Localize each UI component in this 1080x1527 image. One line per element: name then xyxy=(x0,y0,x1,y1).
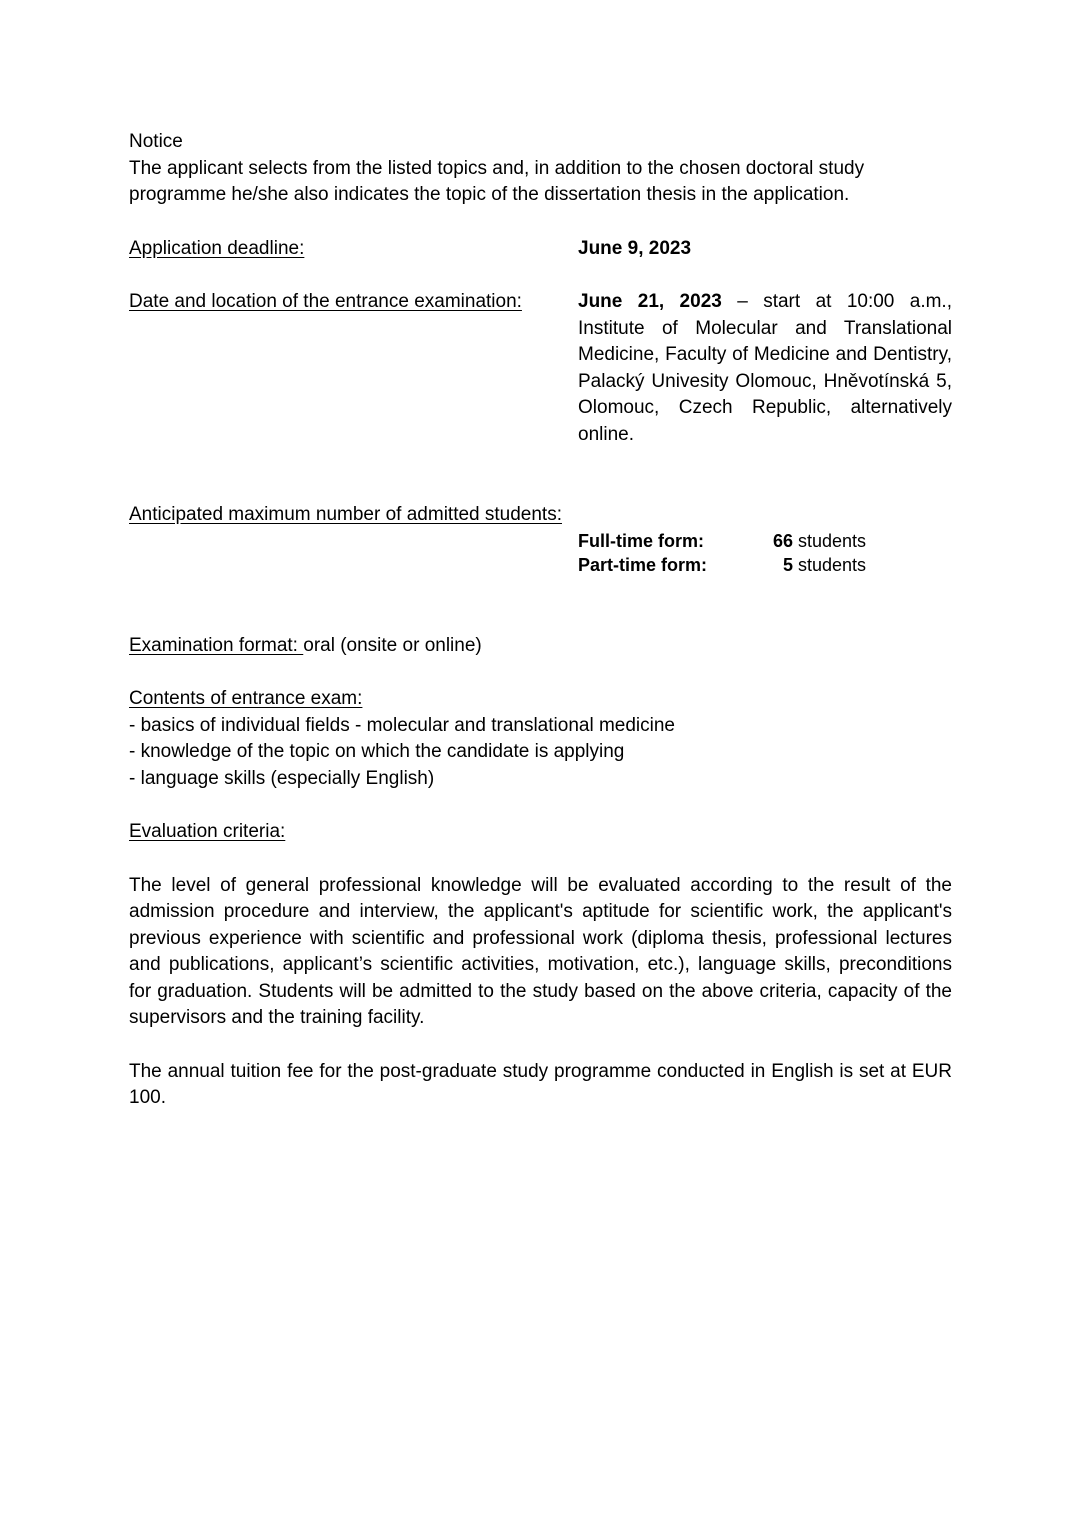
criteria-section xyxy=(129,819,952,846)
contents-section xyxy=(129,686,952,713)
format-label: Examination format: xyxy=(129,634,304,656)
notice-text: The applicant selects from the listed topics and, in addition to the chosen doctoral study programme he/she also indicates the topic of the dissertation thesis in the application. xyxy=(129,157,865,205)
admitted-table xyxy=(578,529,952,577)
admitted-row-part-time xyxy=(578,553,952,577)
student-count: 5 xyxy=(782,554,793,575)
document-page xyxy=(129,129,952,1112)
form-label: Full-time form: xyxy=(578,530,704,551)
criteria-label: Evaluation criteria: xyxy=(129,821,286,842)
deadline-label: Application deadline: xyxy=(129,237,305,259)
criteria-text: The level of general professional knowledge will be evaluated according to the result of the admission procedure and interview, the applicant's aptitude for scientific work, the applicant's previous experience with scientific and professional work (diploma thesis, professional lectures and publications, applicant’s scientific activities, motivation, etc.), language skills, preconditions for graduation. Students will be admitted to the study based on the above criteria, capacity of the supervisors and the training facility. xyxy=(129,874,952,1028)
fee-text: The annual tuition fee for the post-graduate study programme conducted in English is set at EUR 100. xyxy=(129,1060,952,1108)
format-section xyxy=(129,633,952,660)
deadline-row xyxy=(129,236,952,263)
exam-date: June 21, 2023 xyxy=(578,291,722,312)
form-label: Part-time form: xyxy=(578,554,708,575)
notice-heading: Notice xyxy=(129,131,183,152)
list-item: - knowledge of the topic on which the candidate is applying xyxy=(129,741,625,762)
deadline-value: June 9, 2023 xyxy=(578,237,692,259)
admitted-label: Anticipated maximum number of admitted students: xyxy=(129,504,562,525)
exam-date-row xyxy=(129,289,952,448)
contents-label: Contents of entrance exam: xyxy=(129,688,363,709)
exam-location: – start at 10:00 a.m., Institute of Molecular and Translational Medicine, Faculty of Medicine and Dentistry, Palacký Univesity Olomouc, Hněvotínská 5, Olomouc, Czech Republic, alternatively online. xyxy=(578,291,952,445)
admitted-row-full-time xyxy=(578,529,952,553)
student-unit: students xyxy=(798,530,867,551)
student-unit: students xyxy=(798,554,867,575)
exam-date-value xyxy=(578,289,952,448)
student-count: 66 xyxy=(772,530,793,551)
format-value: oral (onsite or online) xyxy=(303,634,482,656)
list-item: - language skills (especially English) xyxy=(129,767,435,789)
admitted-section xyxy=(129,502,952,529)
exam-date-label: Date and location of the entrance examination: xyxy=(129,291,522,312)
list-item: - basics of individual fields - molecular and translational medicine xyxy=(129,714,675,736)
